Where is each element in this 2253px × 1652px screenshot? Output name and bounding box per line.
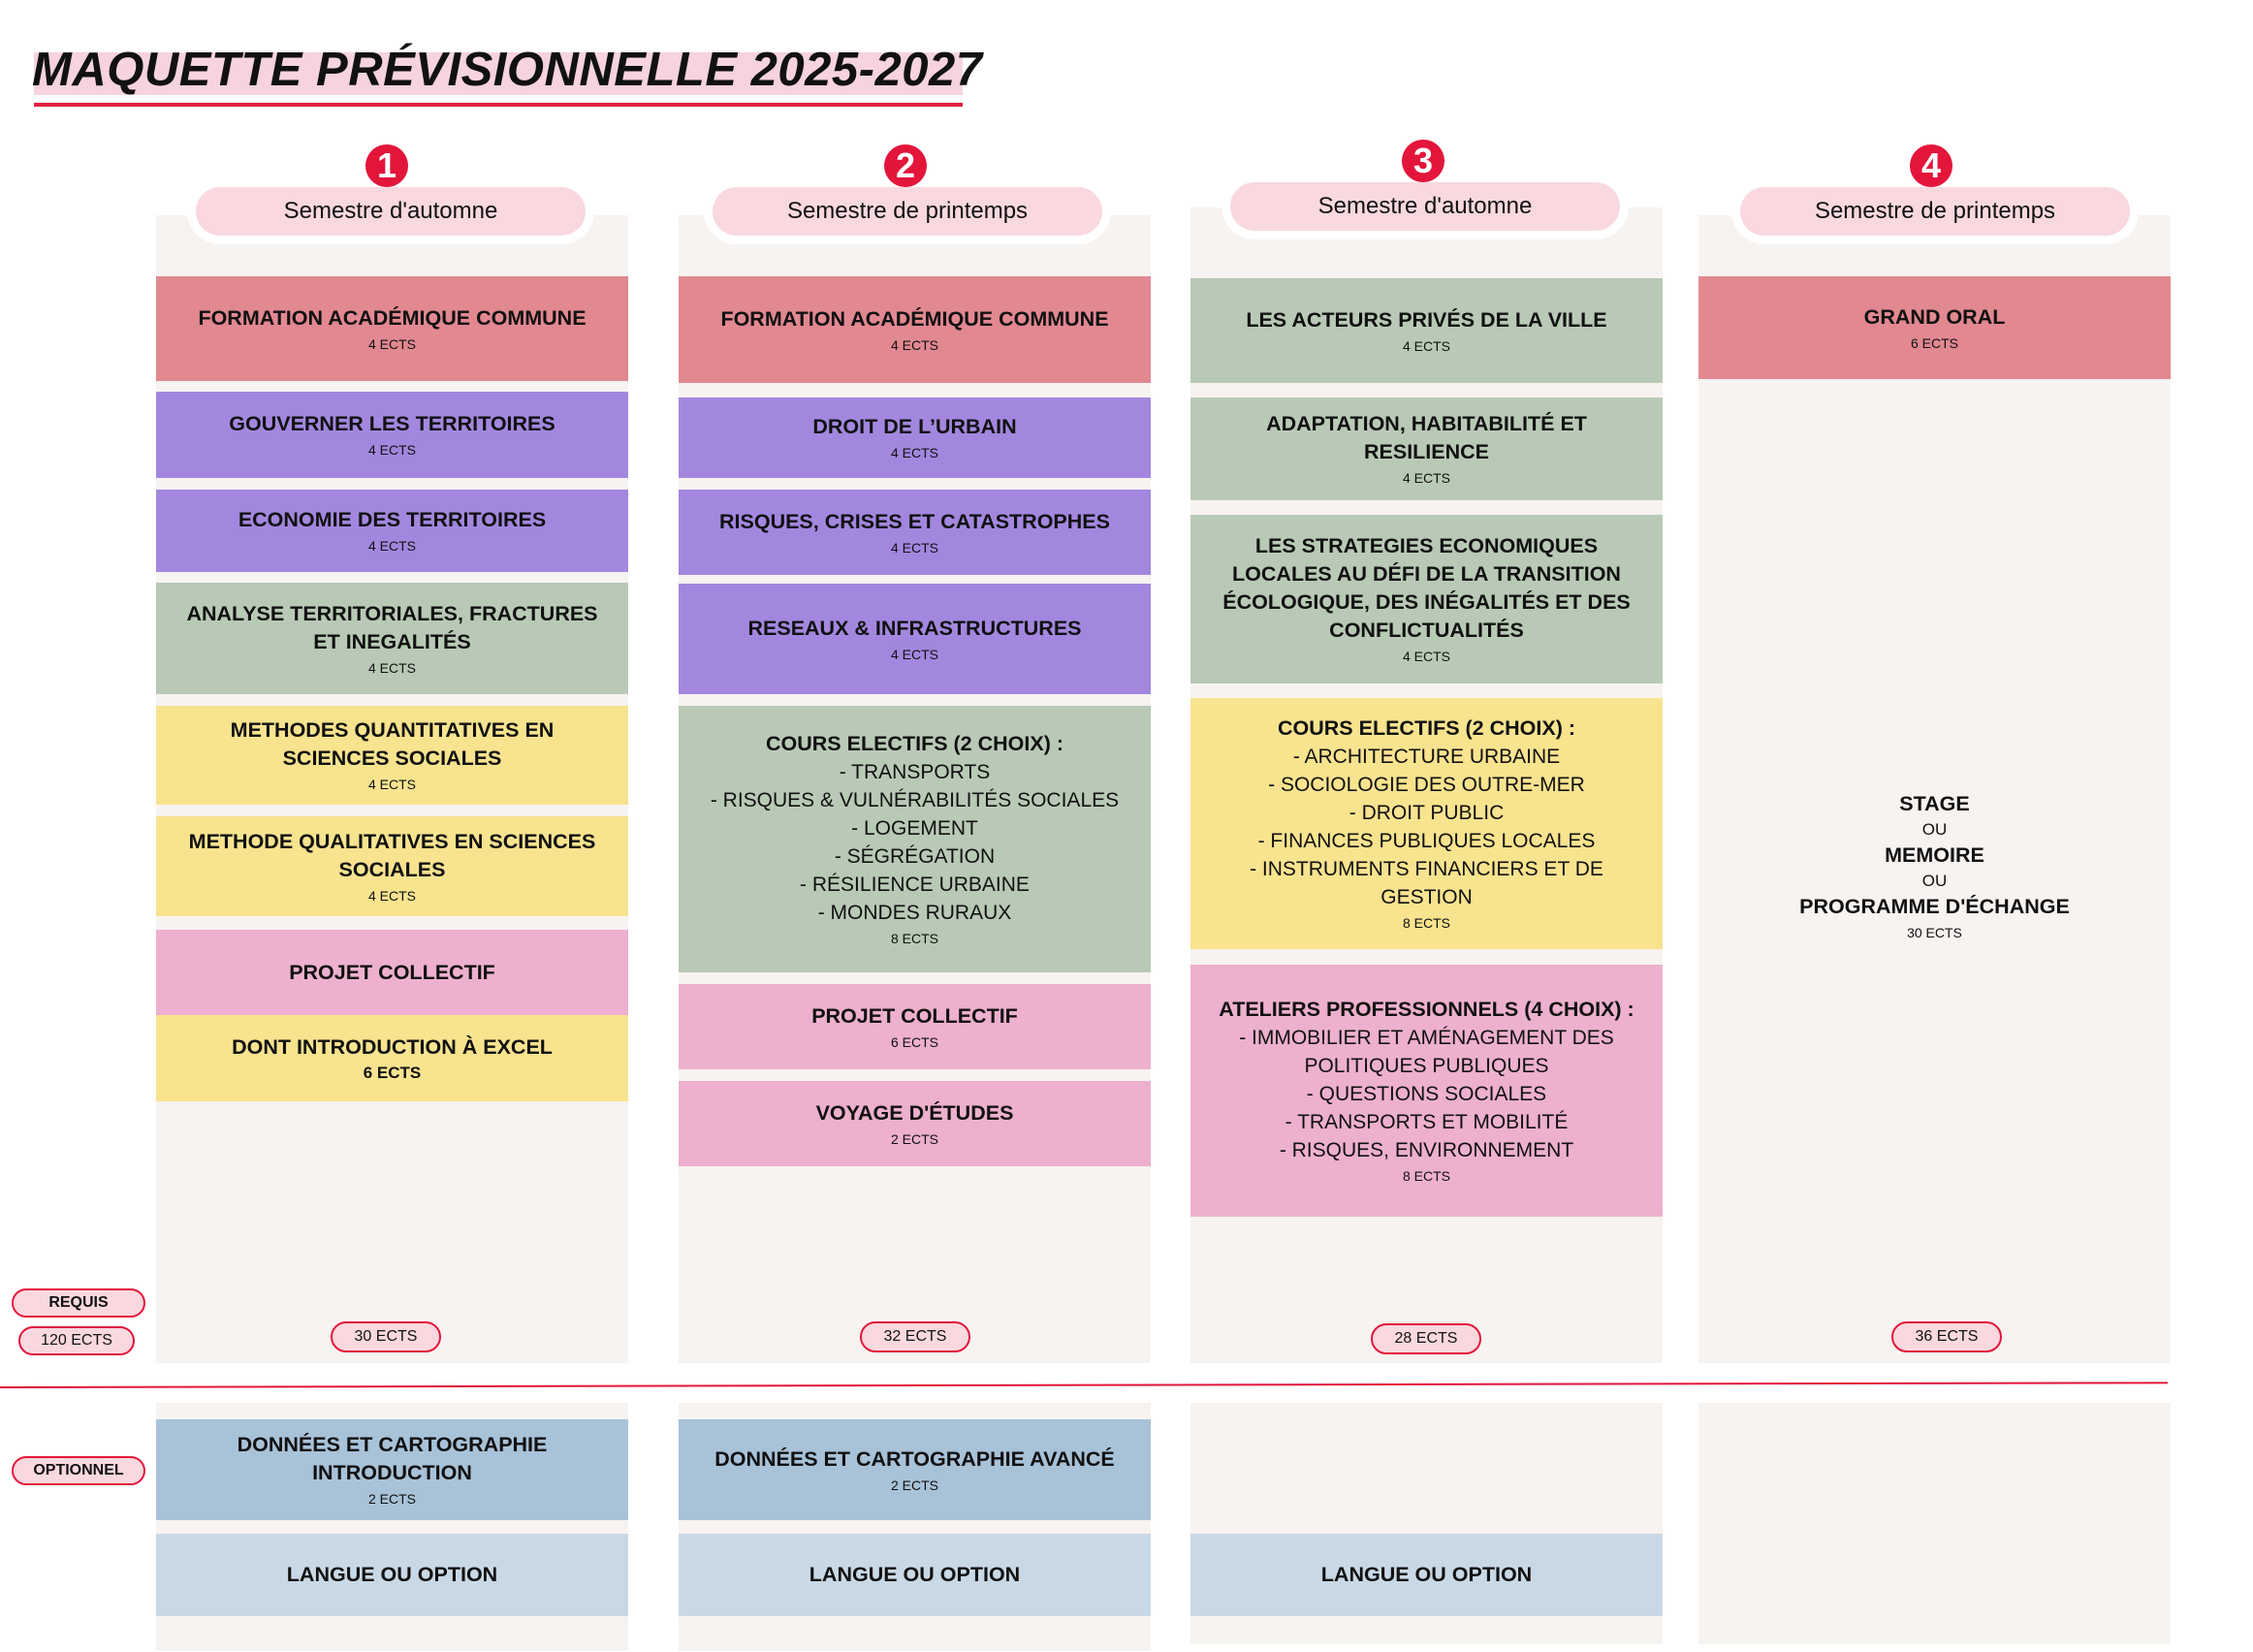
course-option: - DROIT PUBLIC (1349, 802, 1505, 824)
semester-3-number: 3 (1402, 140, 1444, 182)
course-option: - TRANSPORTS (839, 761, 991, 783)
optional-course-card (679, 1534, 1151, 1616)
course-ects: 6 ECTS (1910, 334, 1958, 351)
course-title: PROJET COLLECTIF (289, 960, 495, 984)
course-ects: 4 ECTS (890, 646, 938, 662)
column-s4-optional (1698, 1403, 2171, 1644)
course-option: - INSTRUMENTS FINANCIERS ET DE GESTION (1250, 858, 1603, 908)
course-option: - QUESTIONS SOCIALES (1306, 1083, 1547, 1105)
course-option: - LOGEMENT (851, 817, 978, 840)
course-ects: 8 ECTS (1402, 1168, 1450, 1184)
semester-4-label: Semestre de printemps (1740, 187, 2130, 236)
semester-1-number: 1 (365, 144, 408, 187)
semester-4-total: 36 ECTS (1891, 1321, 2002, 1352)
course-ects: 4 ECTS (1402, 470, 1450, 486)
course-title: LANGUE OU OPTION (1320, 1563, 1533, 1586)
course-ects: 4 ECTS (1402, 649, 1450, 664)
course-card (156, 706, 628, 805)
course-card (156, 1015, 628, 1101)
course-title-alt: MEMOIRE (1885, 842, 1984, 867)
semester-3-total: 28 ECTS (1371, 1323, 1481, 1354)
course-title: LANGUE OU OPTION (286, 1563, 498, 1586)
course-card (679, 397, 1151, 478)
course-title: DONT INTRODUCTION À EXCEL (232, 1035, 553, 1059)
course-option: - MONDES RURAUX (817, 902, 1012, 924)
optional-course-card (1190, 1534, 1663, 1616)
course-title: STAGE (1899, 791, 1970, 815)
optional-course-card (156, 1534, 628, 1616)
course-card (156, 583, 628, 694)
course-ects: 4 ECTS (890, 336, 938, 353)
course-option: - TRANSPORTS ET MOBILITÉ (1285, 1111, 1569, 1133)
page-title: MAQUETTE PRÉVISIONNELLE 2025-2027 (32, 44, 983, 96)
semester-1-total: 30 ECTS (331, 1321, 441, 1352)
course-ects: 4 ECTS (367, 335, 416, 352)
course-title: DONNÉES ET CARTOGRAPHIE INTRODUCTION (237, 1433, 548, 1484)
course-card (156, 392, 628, 478)
course-title: FORMATION ACADÉMIQUE COMMUNE (198, 305, 587, 330)
course-card (156, 490, 628, 572)
course-ects: 4 ECTS (890, 445, 938, 461)
title-underline (34, 103, 963, 107)
course-title: ECONOMIE DES TERRITOIRES (238, 508, 547, 531)
semester-1-label: Semestre d'automne (196, 187, 586, 236)
course-ects: 2 ECTS (890, 1477, 938, 1493)
course-ects: 2 ECTS (890, 1130, 938, 1147)
course-title: METHODES QUANTITATIVES EN SCIENCES SOCIALES (230, 718, 555, 770)
optionnel-label: OPTIONNEL (12, 1456, 145, 1485)
course-or: OU (1921, 819, 1948, 839)
course-or: OU (1921, 871, 1948, 890)
course-ects: 4 ECTS (890, 539, 938, 556)
course-title: GRAND ORAL (1863, 304, 2006, 329)
course-title: COURS ELECTIFS (2 CHOIX) : (766, 732, 1063, 755)
semester-4-number: 4 (1910, 144, 1952, 187)
course-card (1698, 276, 2171, 379)
course-ects: 4 ECTS (367, 442, 416, 458)
course-ects: 6 ECTS (363, 1064, 422, 1082)
course-title: LES STRATEGIES ECONOMIQUES LOCALES AU DÉFI DE LA TRANSITION ÉCOLOGIQUE, DES INÉGALITÉS ET DES CONFLICTUALITÉS (1222, 534, 1631, 642)
course-title: LES ACTEURS PRIVÉS DE LA VILLE (1246, 307, 1607, 332)
course-card (1190, 397, 1663, 500)
course-title: ADAPTATION, HABITABILITÉ ET RESILIENCE (1266, 412, 1587, 463)
course-title: RISQUES, CRISES ET CATASTROPHES (719, 509, 1110, 533)
course-option: - FINANCES PUBLIQUES LOCALES (1257, 830, 1596, 852)
course-card (679, 276, 1151, 383)
course-ects: 30 ECTS (1907, 924, 1962, 940)
course-title: PROJET COLLECTIF (811, 1003, 1018, 1028)
course-title: GOUVERNER LES TERRITOIRES (229, 412, 555, 435)
course-title: METHODE QUALITATIVES EN SCIENCES SOCIALES (188, 829, 596, 881)
course-title-alt: PROGRAMME D'ÉCHANGE (1799, 894, 2070, 918)
course-option: - SÉGRÉGATION (834, 845, 996, 868)
course-title: RESEAUX & INFRASTRUCTURES (747, 616, 1082, 640)
course-option: - RISQUES & VULNÉRABILITÉS SOCIALES (710, 789, 1120, 811)
optional-course-card (679, 1419, 1151, 1520)
course-ects: 4 ECTS (367, 887, 416, 904)
total-ects-label: 120 ECTS (18, 1326, 135, 1355)
course-ects: 4 ECTS (367, 538, 416, 554)
course-card (1190, 698, 1663, 949)
course-option: - ARCHITECTURE URBAINE (1292, 746, 1561, 768)
course-title: COURS ELECTIFS (2 CHOIX) : (1278, 716, 1575, 740)
course-title: DONNÉES ET CARTOGRAPHIE AVANCÉ (714, 1446, 1115, 1471)
course-ects: 6 ECTS (890, 1033, 938, 1050)
course-ects: 4 ECTS (367, 659, 416, 676)
course-option: - SOCIOLOGIE DES OUTRE-MER (1268, 774, 1585, 796)
course-card (156, 930, 628, 1015)
course-title: VOYAGE D'ÉTUDES (815, 1100, 1014, 1125)
course-card (679, 584, 1151, 694)
course-option: - IMMOBILIER ET AMÉNAGEMENT DES POLITIQUES PUBLIQUES (1239, 1027, 1614, 1077)
course-title: FORMATION ACADÉMIQUE COMMUNE (720, 306, 1109, 331)
course-card (156, 816, 628, 916)
course-title: DROIT DE L’URBAIN (812, 415, 1017, 438)
course-title: LANGUE OU OPTION (809, 1563, 1021, 1586)
course-card (1698, 776, 2171, 956)
course-option: - RISQUES, ENVIRONNEMENT (1279, 1139, 1574, 1161)
course-card (1190, 965, 1663, 1217)
course-card (679, 490, 1151, 575)
course-card (679, 706, 1151, 972)
course-card (156, 276, 628, 381)
course-option: - RÉSILIENCE URBAINE (800, 874, 1030, 896)
course-card (679, 984, 1151, 1069)
section-divider (0, 1382, 2168, 1388)
course-title: ATELIERS PROFESSIONNELS (4 CHOIX) : (1219, 998, 1634, 1021)
course-ects: 4 ECTS (367, 777, 416, 792)
course-ects: 4 ECTS (1402, 337, 1450, 354)
course-card (1190, 515, 1663, 683)
course-ects: 8 ECTS (890, 931, 938, 946)
semester-3-label: Semestre d'automne (1230, 182, 1620, 231)
semester-2-number: 2 (884, 144, 927, 187)
course-ects: 2 ECTS (367, 1491, 416, 1507)
course-ects: 8 ECTS (1402, 915, 1450, 931)
course-card (1190, 278, 1663, 383)
page-title-block (32, 39, 982, 101)
semester-2-label: Semestre de printemps (713, 187, 1102, 236)
requis-label: REQUIS (12, 1288, 145, 1318)
optional-course-card (156, 1419, 628, 1520)
course-title: ANALYSE TERRITORIALES, FRACTURES ET INEGALITÉS (186, 601, 598, 653)
course-card (679, 1081, 1151, 1166)
semester-2-total: 32 ECTS (860, 1321, 970, 1352)
